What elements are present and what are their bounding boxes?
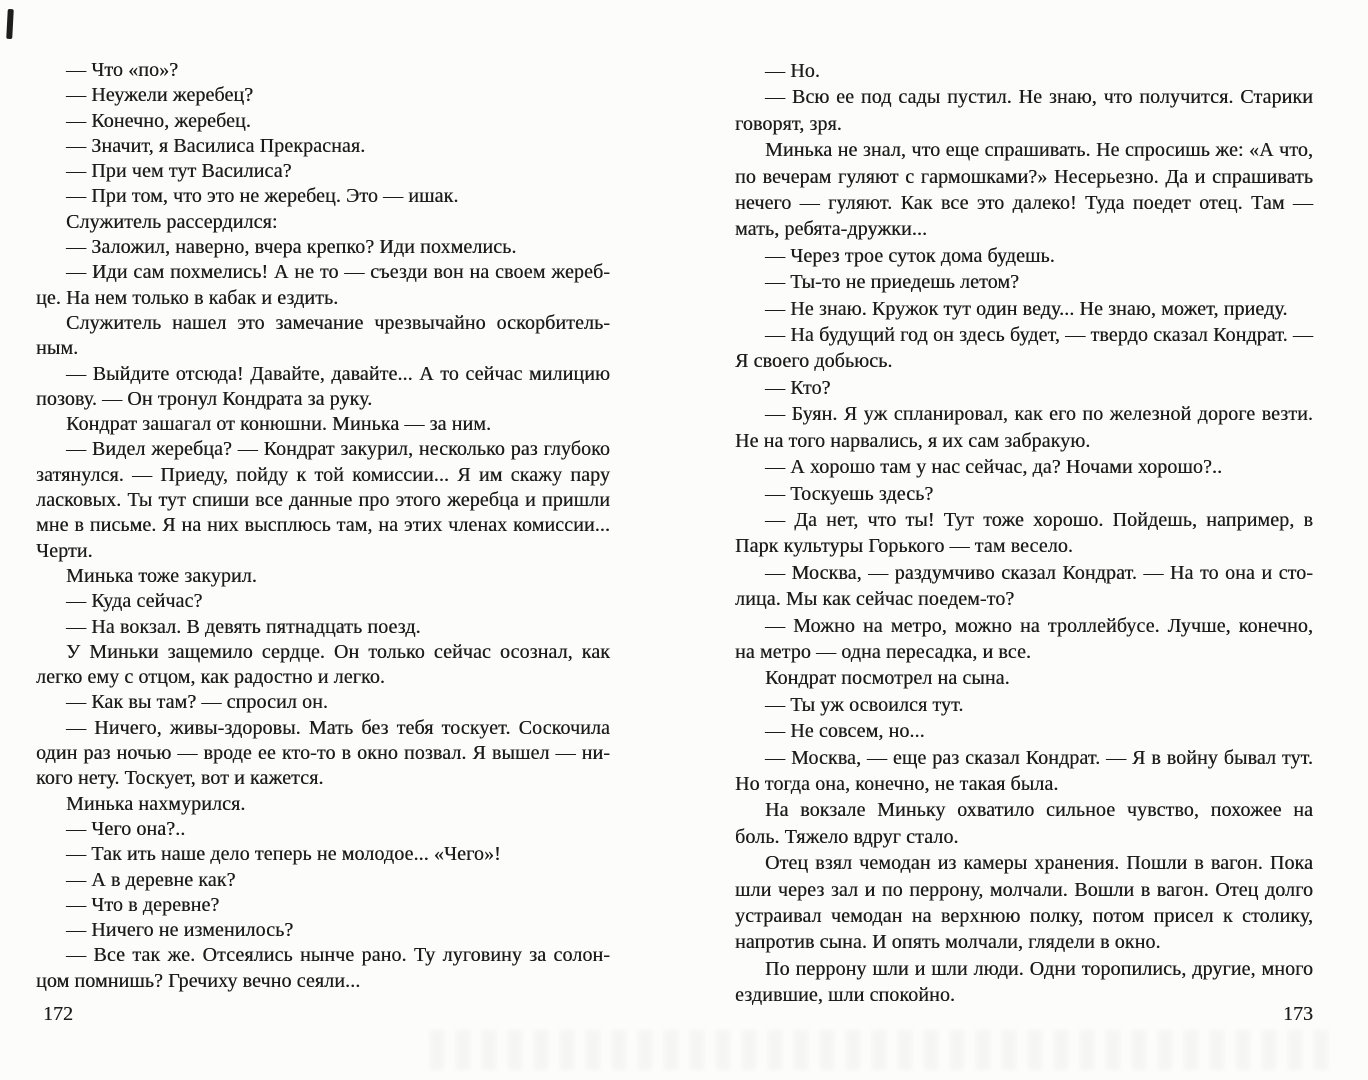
text-line: — А хорошо там у нас сейчас, да? Ночами хорошо?.. xyxy=(765,456,1223,479)
text-line: — Кто? xyxy=(765,376,831,399)
text-line: — Куда сейчас? xyxy=(66,590,203,613)
text-line: говорят, зря. xyxy=(735,112,842,135)
page-right-text-column xyxy=(735,58,1313,1009)
text-line: — На будущий год он здесь будет, — твердо сказал Кондрат. — xyxy=(765,324,1313,347)
text-line: — Значит, я Василиса Прекрасная. xyxy=(66,134,366,157)
page-left-text-column xyxy=(36,58,610,994)
text-line: По перрону шли и шли люди. Одни торопились, другие, много xyxy=(765,957,1313,980)
text-line: — Не знаю. Кружок тут один веду... Не знаю, может, приеду. xyxy=(765,297,1288,320)
text-line: — Как вы там? — спросил он. xyxy=(66,691,328,714)
text-line: устраивал чемодан на верхнюю полку, потом присел к столику, xyxy=(735,905,1313,927)
text-line: — Через трое суток дома будешь. xyxy=(765,244,1055,267)
text-line: — Все так же. Отсеялись нынче рано. Ту луговину за солон- xyxy=(66,944,610,967)
text-line: Минька нахмурился. xyxy=(66,792,246,815)
text-line: ездившие, шли спокойно. xyxy=(735,984,956,1007)
text-line: Кондрат посмотрел на сына. xyxy=(765,667,1010,690)
text-line: на метро — одна пересадка, и все. xyxy=(735,640,1032,663)
text-line: Служитель рассердился: xyxy=(66,210,278,233)
text-line: це. На нем только в кабак и ездить. xyxy=(36,286,339,309)
text-line: — Выйдите отсюда! Давайте, давайте... А то сейчас милицию xyxy=(66,362,610,385)
text-line: — Не совсем, но... xyxy=(765,720,925,743)
text-line: — Всю ее под сады пустил. Не знаю, что получится. Старики xyxy=(765,86,1313,109)
text-line: — А в деревне как? xyxy=(66,868,236,891)
text-line: Кондрат зашагал от конюшни. Минька — за ним. xyxy=(66,413,492,436)
text-line: — Так ить наше дело теперь не молодое... «Чего»! xyxy=(66,843,501,866)
text-line: Служитель нашел это замечание чрезвычайно оскорбитель- xyxy=(66,311,610,334)
text-line: затянулся. — Приеду, пойду к той комиссии... Я им скажу пару xyxy=(36,463,610,486)
text-line: боль. Тяжело вдруг стало. xyxy=(735,825,959,848)
text-line: Не на того нарвались, я их сам забракую. xyxy=(735,429,1091,452)
text-line: мне в письме. Я на них высплюсь там, на этих членах комиссии... xyxy=(36,514,610,537)
text-line: — Да нет, что ты! Тут тоже хорошо. Пойдешь, например, в xyxy=(765,508,1313,531)
text-line: мать, ребята-дружки... xyxy=(735,218,928,241)
text-line: Минька не знал, что еще спрашивать. Не спросишь же: «А что, xyxy=(765,139,1313,162)
text-line: легко ему с отцом, как радостно и легко. xyxy=(36,666,385,689)
text-line: Я своего добьюсь. xyxy=(735,350,893,373)
text-line: шли через зал и по перрону, молчали. Вошли в вагон. Отец долго xyxy=(735,878,1313,901)
text-line: — На вокзал. В девять пятнадцать поезд. xyxy=(66,615,421,638)
text-line: — При том, что это не жеребец. Это — ишак. xyxy=(66,185,459,208)
text-line: цом помнишь? Гречиху вечно сеяли... xyxy=(36,969,361,992)
text-line: Отец взял чемодан из камеры хранения. Пошли в вагон. Пока xyxy=(765,852,1313,875)
text-line: — Что «по»? xyxy=(66,59,179,81)
text-line: На вокзале Миньку охватило сильное чувство, похожее на xyxy=(765,799,1313,822)
text-line: — Буян. Я уж спланировал, как его по железной дороге везти. xyxy=(765,403,1313,426)
text-line: нечего — гуляют. Как все это далеко! Туда поедет отец. Там — xyxy=(735,192,1313,215)
text-line: кого нету. Тоскует, вот и кажется. xyxy=(36,767,324,790)
text-line: — Видел жеребца? — Кондрат закурил, несколько раз глубоко xyxy=(66,438,610,461)
text-line: — Заложил, наверно, вчера крепко? Иди похмелись. xyxy=(66,236,517,259)
text-line: — Ты-то не приедешь летом? xyxy=(765,271,1020,294)
text-line: — Неужели жеребец? xyxy=(66,84,254,107)
text-line: — Чего она?.. xyxy=(66,817,186,840)
text-line: — Ничего не изменилось? xyxy=(66,919,294,942)
text-line: — Тоскуешь здесь? xyxy=(765,482,934,505)
text-line: — Можно на метро, можно на троллейбусе. Лучше, конечно, xyxy=(765,614,1313,637)
text-line: лица. Мы как сейчас поедем-то? xyxy=(735,588,1015,611)
page-number-right: 173 xyxy=(1283,1003,1313,1025)
text-line: — Конечно, жеребец. xyxy=(66,109,251,132)
text-line: — При чем тут Василиса? xyxy=(66,160,292,183)
text-line: напротив сына. И опять молчали, глядели в окно. xyxy=(735,931,1161,954)
text-line: один раз ночью — вроде ее кто-то в окно позвал. Я вышел — ни- xyxy=(36,742,610,765)
text-line: Минька тоже закурил. xyxy=(66,564,257,587)
page-number-left: 172 xyxy=(43,1003,73,1025)
text-line: У Миньки защемило сердце. Он только сейчас осознал, как xyxy=(66,640,610,663)
text-line: ласковых. Ты тут спиши все данные про этого жеребца и пришли xyxy=(36,489,610,512)
text-line: — Москва, — еще раз сказал Кондрат. — Я в войну бывал тут. xyxy=(765,746,1313,769)
text-line: Парк культуры Горького — там весело. xyxy=(735,535,1073,558)
text-line: — Москва, — раздумчиво сказал Кондрат. — На то она и сто- xyxy=(765,561,1313,584)
text-line: позову. — Он тронул Кондрата за руку. xyxy=(36,387,373,410)
scan-artifact xyxy=(6,9,14,39)
text-line: — Ты уж освоился тут. xyxy=(765,693,964,716)
text-line: — Иди сам похмелись! А не то — съезди вон на своем жереб- xyxy=(66,261,610,284)
text-line: — Но. xyxy=(765,60,820,82)
text-line: — Что в деревне? xyxy=(66,893,220,916)
text-line: ным. xyxy=(36,337,79,360)
text-line: Но тогда она, конечно, не такая была. xyxy=(735,772,1059,795)
page-bleedthrough-ghost xyxy=(430,1030,1330,1070)
text-line: Черти. xyxy=(36,539,93,562)
text-line: — Ничего, живы-здоровы. Мать без тебя тоскует. Соскочила xyxy=(66,716,610,739)
text-line: по вечерам гуляют с гармошками?» Несерьезно. Да и спрашивать xyxy=(735,165,1313,188)
